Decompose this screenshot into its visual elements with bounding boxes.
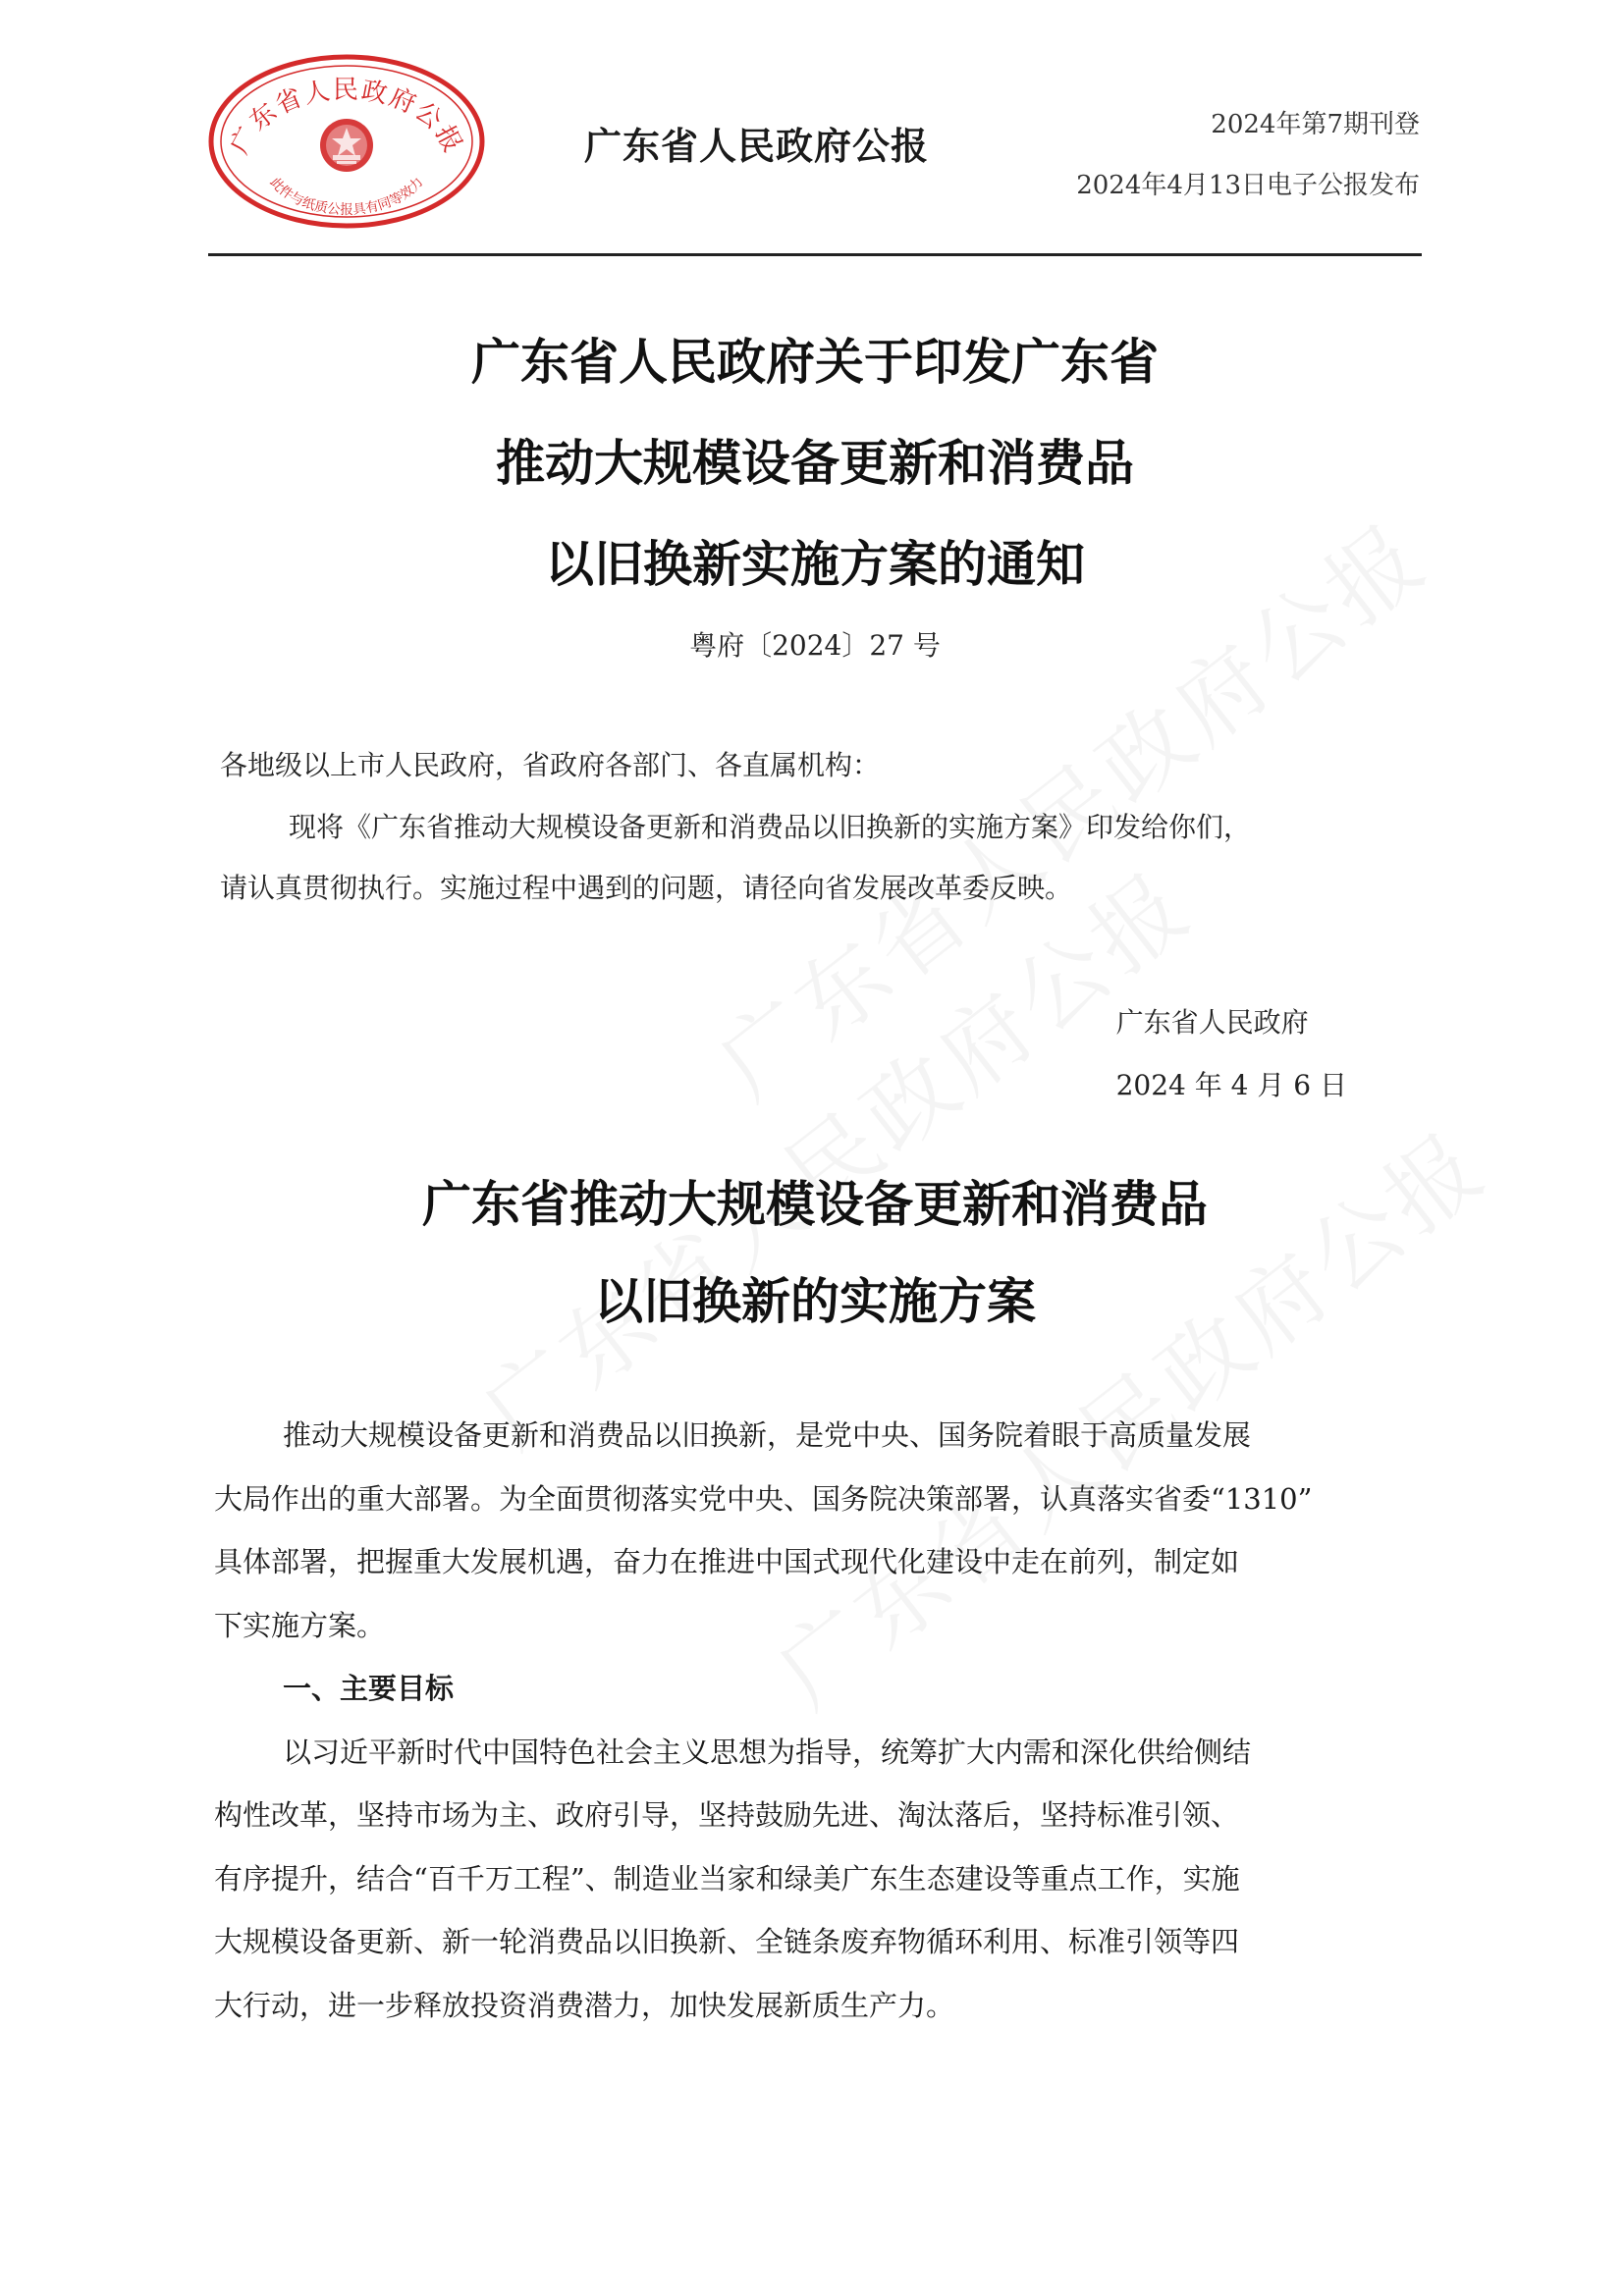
section-body-line: 有序提升，结合“百千万工程”、制造业当家和绿美广东生态建设等重点工作，实施 [214,1861,1240,1896]
plan-intro-line: 下实施方案。 [214,1608,386,1642]
section-heading: 一、主要目标 [283,1672,455,1705]
svg-text:此件与纸质公报具有同等效力 [267,174,427,218]
section-body-line: 大规模设备更新、新一轮消费品以旧换新、全链条废弃物循环利用、标准引领等四 [214,1925,1240,1958]
issue-info [1076,94,1420,216]
publish-date: 2024年4月13日电子公报发布 [1076,171,1420,200]
document-number: 粤府〔2024〕27 号 [689,629,941,662]
notice-title-line: 推动大规模设备更新和消费品 [496,435,1134,492]
official-seal [204,51,489,233]
seal-bottom-text: 此件与纸质公报具有同等效力 [266,174,427,219]
notice-body-line: 请认真贯彻执行。实施过程中遇到的问题，请径向省发展改革委反映。 [220,872,1073,904]
plan-intro-line: 具体部署，把握重大发展机遇，奋力在推进中国式现代化建设中走在前列，制定如 [214,1545,1240,1578]
plan-intro-line: 推动大规模设备更新和消费品以旧换新，是党中央、国务院着眼于高质量发展 [283,1418,1252,1452]
plan-body [214,1404,1432,2037]
section-body-line: 大行动，进一步释放投资消费潜力，加快发展新质生产力。 [214,1988,955,2022]
plan-intro-line: 大局作出的重大部署。为全面贯彻落实党中央、国务院决策部署，认真落实省委“1310” [214,1481,1313,1516]
national-emblem-icon [320,119,373,172]
notice-title-line: 广东省人民政府关于印发广东省 [471,334,1159,391]
section-body-line: 以习近平新时代中国特色社会主义思想为指导，统筹扩大内需和深化供给侧结 [283,1735,1252,1769]
signature-block [1116,991,1347,1117]
notice-title-line: 以旧换新实施方案的通知 [545,536,1085,593]
notice-body [220,797,1428,919]
sign-date: 2024 年 4 月 6 日 [1115,1069,1347,1101]
salutation: 各地级以上市人民政府，省政府各部门、各直属机构： [220,749,881,781]
seal-top-text: 广东省人民政府公报 [225,76,468,159]
section-body-line: 构性改革，坚持市场为主、政府引导，坚持鼓励先进、淘汰落后，坚持标准引领、 [214,1798,1240,1832]
issue-number: 2024年第7期刊登 [1211,110,1420,139]
header-divider [208,253,1422,256]
notice-title [208,312,1422,615]
plan-title-line: 以旧换新的实施方案 [594,1273,1036,1330]
signer: 广东省人民政府 [1115,1006,1309,1039]
gazette-title: 广东省人民政府公报 [584,125,930,168]
notice-body-line: 现将《广东省推动大规模设备更新和消费品以旧换新的实施方案》印发给你们， [289,811,1252,843]
watermark-text [452,836,1214,1471]
plan-title-line: 广东省推动大规模设备更新和消费品 [422,1176,1208,1233]
plan-title [208,1156,1422,1351]
